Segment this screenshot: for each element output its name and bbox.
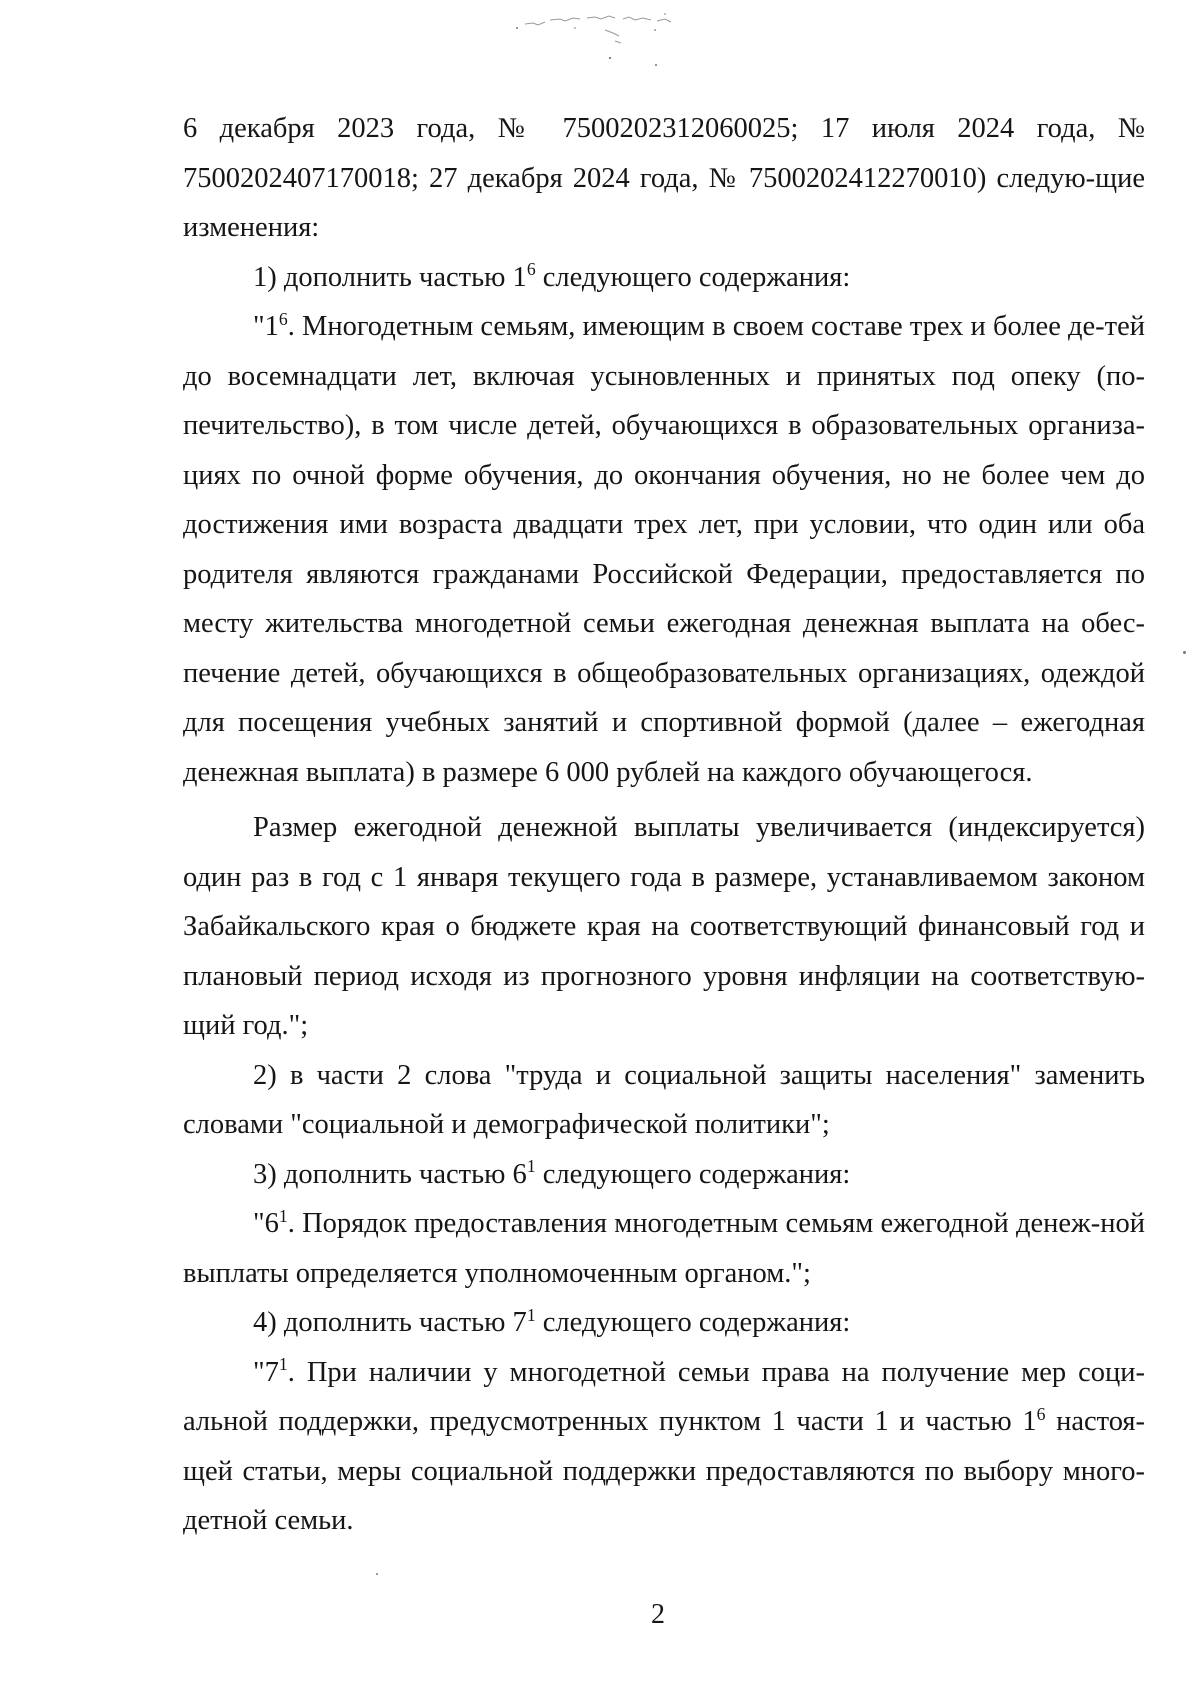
superscript-index: 1 — [278, 1354, 288, 1375]
amendment-item-4-text: 4) дополнить частью 7 — [253, 1307, 527, 1338]
amendment-item-1-text: 1) дополнить частью 1 — [253, 261, 527, 293]
paragraph-continuation-text: 6 декабря 2023 года, № 7500202312060025; 17 июля 2024 года, № 7500202407170018; 27 декабря 2024 года, № 7500202412270010) следую-щие изменения: — [183, 113, 1145, 243]
amendment-item-3-text: 3) дополнить частью 6 — [253, 1158, 527, 1190]
superscript-index: 6 — [278, 308, 288, 329]
superscript-index: 1 — [278, 1205, 288, 1226]
scan-speck — [655, 64, 657, 66]
amendment-item-1-text-end: следующего содержания: — [535, 261, 851, 293]
clause-7-1-number: "7 — [253, 1356, 279, 1388]
superscript-index: 6 — [1036, 1403, 1046, 1424]
scan-noise-mark — [505, 6, 735, 66]
clause-1-6 — [183, 302, 1145, 797]
superscript-index: 1 — [526, 1304, 536, 1325]
clause-6-1 — [183, 1199, 1145, 1298]
indexation-paragraph-text: Размер ежегодной денежной выплаты увеличивается (индексируется) один раз в год с 1 января текущего года в размере, устанавливаемом законом Забайкальского края о бюджете края на соответствующий финансовый год и плановый период исходя из прогнозного уровня инфляции на соответствую-щий год."; — [183, 812, 1145, 1041]
clause-7-1-text: . При наличии у многодетной семьи права на получение мер соци-альной поддержки, предусмотренных пунктом 1 части 1 и частью 1 — [183, 1356, 1145, 1437]
indexation-paragraph — [183, 803, 1145, 1051]
amendment-item-2 — [183, 1051, 1145, 1150]
scan-speck — [1183, 651, 1186, 654]
clause-1-6-number: "1 — [253, 311, 279, 342]
clause-7-1-text-end: настоя-щей статьи, меры социальной поддержки предоставляются по выбору много-детной семьи. — [183, 1406, 1145, 1536]
document-body — [183, 104, 1145, 1546]
clause-7-1 — [183, 1348, 1145, 1546]
amendment-item-3 — [183, 1150, 1145, 1200]
scan-speck — [376, 1573, 378, 1575]
clause-6-1-text: . Порядок предоставления многодетным семьям ежегодной денеж-ной выплаты определяется уполномоченным органом."; — [183, 1208, 1145, 1289]
page-number: 2 — [651, 1599, 665, 1630]
superscript-index: 6 — [526, 259, 536, 280]
superscript-index: 1 — [526, 1156, 536, 1177]
amendment-item-3-text-end: следующего содержания: — [535, 1158, 851, 1190]
amendment-item-4-text-end: следующего содержания: — [535, 1307, 851, 1338]
amendment-item-2-text: 2) в части 2 слова "труда и социальной защиты населения" заменить словами "социальной и демографической политики"; — [183, 1059, 1145, 1140]
amendment-item-1 — [183, 253, 1145, 303]
amendment-item-4 — [183, 1298, 1145, 1348]
clause-6-1-number: "6 — [253, 1208, 279, 1239]
clause-1-6-text: . Многодетным семьям, имеющим в своем составе трех и более де-тей до восемнадцати лет, включая усыновленных и принятых под опеку (по-печительство), в том числе детей, обучающихся в образовательных организа-циях по очной форме обучения, до окончания обучения, но не более чем до достижения ими возраста двадцати трех лет, при условии, что один или оба родителя являются гражданами Российской Федерации, предоставляется по месту жительства многодетной семьи ежегодная денежная выплата на обес-печение детей, обучающихся в общеобразовательных организациях, одеждой для посещения учебных занятий и спортивной формой (далее – ежегодная денежная выплата) в размере 6 000 рублей на каждого обучающегося. — [183, 311, 1145, 788]
paragraph-continuation — [183, 104, 1145, 253]
